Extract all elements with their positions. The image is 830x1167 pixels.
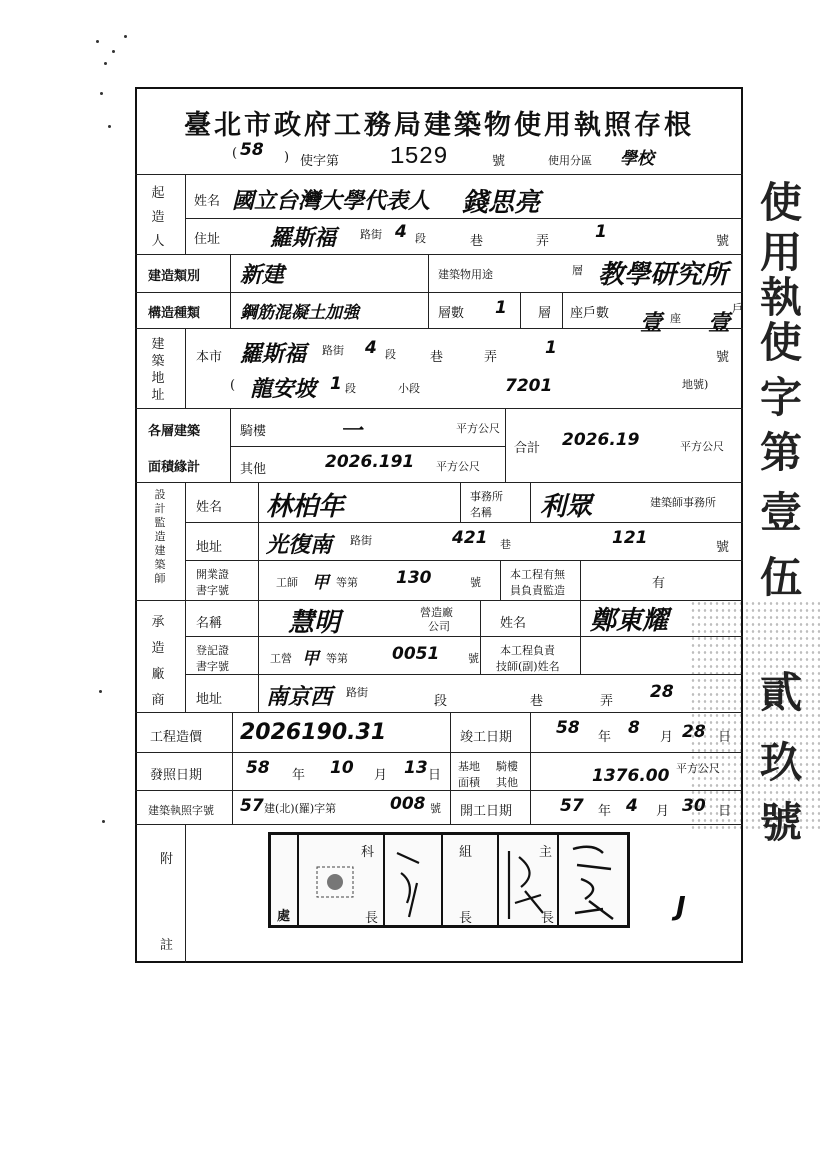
label-char: 起	[151, 186, 165, 201]
completion-day-unit: 日	[718, 730, 732, 745]
bleed-through-char: 使	[760, 318, 803, 367]
floors-unit: 層	[538, 306, 552, 321]
start-month-unit: 月	[656, 804, 670, 819]
license-mark: 甲	[312, 573, 329, 593]
contractor-person-value: 鄭東耀	[590, 606, 669, 636]
reg-word: 等第	[326, 652, 348, 665]
handwritten-signature-3	[563, 839, 625, 927]
location-road-unit: 路街	[322, 344, 344, 357]
label-char: 建	[154, 544, 166, 557]
designer-address-value: 光復南	[266, 533, 333, 558]
location-lane-unit: 巷	[430, 350, 444, 365]
permit-use-label: 使字第	[300, 154, 340, 169]
issue-day: 13	[404, 758, 428, 778]
office-label-top: 事務所	[470, 490, 503, 503]
area-sqm-2: 平方公尺	[436, 460, 480, 473]
office-label-bottom: 名稱	[470, 506, 492, 519]
issue-month: 10	[330, 758, 354, 778]
start-day-unit: 日	[718, 804, 732, 819]
area-sqm-3: 平方公尺	[680, 440, 724, 453]
rule	[428, 292, 429, 328]
zone-label: 使用分區	[548, 154, 592, 167]
households-value: 壹	[640, 311, 663, 336]
start-day: 30	[682, 796, 706, 816]
location-land-open: (	[230, 378, 236, 393]
area-label-bottom: 面積緣計	[148, 460, 201, 475]
households-label: 座戶數	[570, 306, 610, 321]
bleed-through-column	[752, 170, 822, 870]
rule	[135, 752, 743, 753]
base-arcade-label: 騎樓	[496, 760, 518, 773]
address-lane-unit: 巷	[470, 234, 484, 249]
issue-month-unit: 月	[374, 768, 388, 783]
tech-label-top: 本工程負責	[500, 644, 555, 657]
location-lot-value: 7201	[505, 376, 553, 396]
base-label-bottom: 面積	[458, 776, 480, 789]
permit-unit: 號	[430, 802, 441, 815]
stamp-bottom-1: 長	[365, 911, 379, 926]
area-other-value: 2026.191	[325, 452, 415, 472]
designer-name-value: 林柏年	[266, 492, 345, 522]
floors-value: 1	[495, 298, 507, 318]
rule	[135, 482, 743, 483]
license-label-bottom: 書字號	[196, 584, 229, 597]
rule	[562, 292, 563, 328]
contractor-section-label	[150, 610, 166, 714]
rule	[520, 292, 521, 328]
supervise-label-bottom: 員負責監造	[510, 584, 565, 597]
rule	[135, 174, 743, 175]
address-alley-value: 1	[595, 222, 607, 242]
issue-label: 發照日期	[150, 768, 203, 783]
location-land-value: 龍安坡	[250, 377, 317, 402]
rule	[530, 482, 531, 522]
address-section: 4	[395, 222, 407, 242]
rule	[460, 482, 461, 522]
area-label-top: 各層建築	[148, 424, 201, 439]
license-unit: 號	[470, 576, 481, 589]
area-arcade-value: 一	[340, 419, 363, 444]
bleed-through-char: 貳	[760, 668, 803, 717]
building-use-label: 建築物用途	[438, 268, 493, 281]
designer-section-label	[152, 488, 168, 586]
building-use-floor-unit: 層	[572, 264, 583, 277]
permit-number-value: 008	[390, 794, 426, 814]
reg-label-top: 登記證	[196, 644, 229, 657]
designer-road-unit: 路街	[350, 534, 372, 547]
start-label: 開工日期	[460, 804, 513, 819]
label-char: 造	[151, 641, 165, 656]
rule	[500, 560, 501, 600]
label-char: 設	[154, 488, 166, 501]
households-unit-2: 戶	[732, 302, 743, 315]
handwritten-signature-1	[389, 843, 437, 927]
base-other-label: 其他	[496, 776, 518, 789]
designer-address-label: 地址	[196, 540, 223, 555]
zone-value: 學校	[620, 149, 654, 169]
bleed-through-char: 號	[760, 798, 803, 847]
applicant-name-label: 姓名	[194, 194, 221, 209]
applicant-representative: 錢思亮	[462, 188, 541, 218]
rule	[580, 600, 581, 674]
location-city: 本市	[196, 350, 223, 365]
permit-open-paren: (	[232, 146, 238, 161]
scan-speck	[99, 690, 102, 693]
applicant-address-label: 住址	[194, 232, 221, 247]
designer-lane-unit: 巷	[500, 538, 511, 551]
households-unit: 座	[670, 312, 681, 325]
scan-speck	[104, 62, 107, 65]
start-year: 57	[560, 796, 584, 816]
rule	[185, 674, 743, 675]
permit-number-suffix: 號	[492, 154, 506, 169]
contractor-address-value: 南京西	[266, 685, 333, 710]
start-month: 4	[626, 796, 638, 816]
contractor-road-unit: 路街	[346, 686, 368, 699]
area-sqm-1: 平方公尺	[456, 422, 500, 435]
reg-mark: 甲	[302, 649, 319, 669]
rule	[135, 292, 743, 293]
scan-speck	[124, 35, 127, 38]
location-subsection-unit: 小段	[398, 382, 420, 395]
cost-label: 工程造價	[150, 730, 203, 745]
contractor-address-label: 地址	[196, 692, 223, 707]
rule	[580, 560, 581, 600]
stamp-dept-label: 處	[277, 909, 291, 924]
stamp-divider	[297, 835, 299, 925]
location-land-section-unit: 段	[345, 382, 356, 395]
completion-month-unit: 月	[660, 730, 674, 745]
rule	[135, 408, 743, 409]
completion-year: 58	[556, 718, 580, 738]
reg-prefix: 工營	[270, 652, 292, 665]
structure-value: 鋼筋混凝土加強	[240, 303, 359, 323]
rule	[135, 824, 743, 825]
label-char: 監	[154, 516, 166, 529]
location-section-label	[150, 336, 166, 404]
license-label-top: 開業證	[196, 568, 229, 581]
firm-label-bottom: 公司	[428, 620, 450, 633]
office-suffix: 建築師事務所	[650, 496, 716, 509]
building-use-value: 教學研究所	[598, 260, 729, 290]
label-char: 師	[154, 572, 166, 585]
rule	[230, 408, 231, 482]
label-char: 造	[151, 210, 165, 225]
base-label-top: 基地	[458, 760, 480, 773]
rule	[185, 560, 743, 561]
label-char: 商	[151, 693, 165, 708]
rule	[185, 174, 186, 254]
rule	[505, 408, 506, 482]
contractor-name-label: 名稱	[196, 616, 223, 631]
rule	[450, 712, 451, 824]
label-char: 人	[151, 234, 165, 249]
label-char: 築	[151, 354, 165, 369]
base-sqm: 平方公尺	[676, 762, 720, 775]
issue-day-unit: 日	[428, 768, 442, 783]
contractor-section-unit: 段	[434, 694, 448, 709]
designer-number-unit: 號	[716, 540, 730, 555]
form-title: 臺北市政府工務局建築物使用執照存根	[184, 110, 694, 141]
bleed-through-char: 玖	[760, 738, 803, 787]
reg-number: 0051	[392, 644, 440, 664]
label-char: 築	[154, 558, 166, 571]
handwritten-signature-2	[499, 843, 555, 927]
rule	[230, 254, 231, 328]
stamp-divider	[557, 835, 559, 925]
license-number: 130	[396, 568, 432, 588]
scan-speck	[102, 820, 105, 823]
start-year-unit: 年	[598, 804, 612, 819]
rule	[258, 600, 259, 712]
address-alley-unit: 弄	[536, 234, 550, 249]
location-road: 羅斯福	[240, 342, 307, 367]
office-value: 利眾	[540, 492, 593, 522]
checkmark-mark: J	[676, 892, 686, 922]
stamp-section-label: 科	[361, 845, 375, 860]
address-number-unit: 號	[716, 234, 730, 249]
scan-speck	[100, 92, 103, 95]
contractor-lane-unit: 巷	[530, 694, 544, 709]
rule	[530, 712, 531, 824]
approval-stamp-box	[268, 832, 630, 928]
permit-year-prefix: 58	[240, 140, 264, 160]
contractor-name-value: 慧明	[288, 608, 341, 638]
bleed-through-char: 執	[760, 273, 803, 322]
stamp-group-label: 組	[459, 845, 473, 860]
area-arcade-label: 騎樓	[240, 424, 267, 439]
bleed-through-char: 伍	[760, 553, 803, 602]
applicant-name-value: 國立台灣大學代表人	[232, 189, 431, 214]
base-value: 1376.00	[592, 766, 670, 786]
remarks-label-bottom: 註	[160, 938, 174, 953]
scan-speck	[96, 40, 99, 43]
rule	[185, 824, 186, 963]
label-char: 建	[151, 337, 165, 352]
permit-number: 1529	[390, 144, 448, 171]
rule	[185, 328, 186, 408]
location-lot-unit: 地號)	[682, 378, 709, 391]
stamp-divider	[383, 835, 385, 925]
cost-value: 2026190.31	[240, 720, 387, 745]
location-alley-value: 1	[545, 338, 557, 358]
firm-label-top: 營造廠	[420, 606, 453, 619]
location-section-unit: 段	[385, 348, 396, 361]
category-value: 新建	[240, 263, 285, 288]
applicant-address-value: 羅斯福	[270, 226, 337, 251]
rule	[428, 254, 429, 292]
label-char: 址	[151, 388, 165, 403]
issue-year-unit: 年	[292, 768, 306, 783]
bleed-through-char: 壹	[760, 488, 803, 537]
license-word: 等第	[336, 576, 358, 589]
rule	[185, 482, 186, 600]
location-section: 4	[365, 338, 377, 358]
designer-alley-value: 121	[612, 528, 648, 548]
category-label: 建造類別	[148, 269, 201, 284]
designer-lane-value: 421	[452, 528, 488, 548]
contractor-number-value: 28	[650, 682, 674, 702]
label-char: 造	[154, 530, 166, 543]
rule	[480, 600, 481, 674]
tech-label-bottom: 技師(副)姓名	[496, 660, 560, 673]
permit-close-paren: )	[284, 150, 290, 165]
stamp-chief-label: 主	[539, 845, 553, 860]
completion-month: 8	[628, 718, 640, 738]
floors-label: 層數	[438, 306, 465, 321]
label-char: 地	[151, 371, 165, 386]
bleed-through-char: 用	[760, 228, 803, 277]
completion-day: 28	[682, 722, 706, 742]
seal-stamp-icon	[315, 865, 355, 899]
supervise-label-top: 本工程有無	[510, 568, 565, 581]
scan-speck	[112, 50, 115, 53]
label-char: 計	[154, 502, 166, 515]
location-land-section: 1	[330, 374, 342, 394]
rule	[135, 712, 743, 713]
location-number-unit: 號	[716, 350, 730, 365]
area-total-value: 2026.19	[562, 430, 640, 450]
scan-speck	[108, 125, 111, 128]
location-alley-unit: 弄	[484, 350, 498, 365]
bleed-through-char: 第	[760, 428, 803, 477]
contractor-alley-unit: 弄	[600, 694, 614, 709]
designer-name-label: 姓名	[196, 500, 223, 515]
address-section-unit: 段	[415, 232, 426, 245]
remarks-label-top: 附	[160, 852, 174, 867]
reg-unit: 號	[468, 652, 479, 665]
bleed-through-char: 使	[760, 178, 803, 227]
address-road-unit: 路街	[360, 228, 382, 241]
applicant-section-label	[150, 182, 166, 254]
label-char: 承	[151, 615, 165, 630]
reg-label-bottom: 書字號	[196, 660, 229, 673]
rule	[230, 446, 505, 447]
rule	[185, 600, 186, 712]
area-total-label: 合計	[514, 441, 541, 456]
structure-label: 構造種類	[148, 306, 201, 321]
contractor-person-label: 姓名	[500, 616, 527, 631]
stamp-bottom-2: 長	[459, 911, 473, 926]
completion-label: 竣工日期	[460, 730, 513, 745]
label-char: 廠	[151, 667, 165, 682]
bleed-through-char: 字	[760, 373, 803, 422]
rule	[232, 712, 233, 824]
area-other-label: 其他	[240, 462, 267, 477]
supervise-value: 有	[652, 576, 666, 591]
permit-year: 57	[240, 796, 264, 816]
households-value-2: 壹	[708, 311, 731, 336]
issue-year: 58	[246, 758, 270, 778]
rule	[135, 790, 743, 791]
stamp-divider	[441, 835, 443, 925]
rule	[258, 482, 259, 600]
permit-word: 建(北)(羅)字第	[264, 802, 337, 815]
license-prefix: 工師	[276, 576, 298, 589]
permit-label: 建築執照字號	[148, 804, 214, 817]
stamp-bottom-3: 長	[541, 911, 555, 926]
completion-year-unit: 年	[598, 730, 612, 745]
